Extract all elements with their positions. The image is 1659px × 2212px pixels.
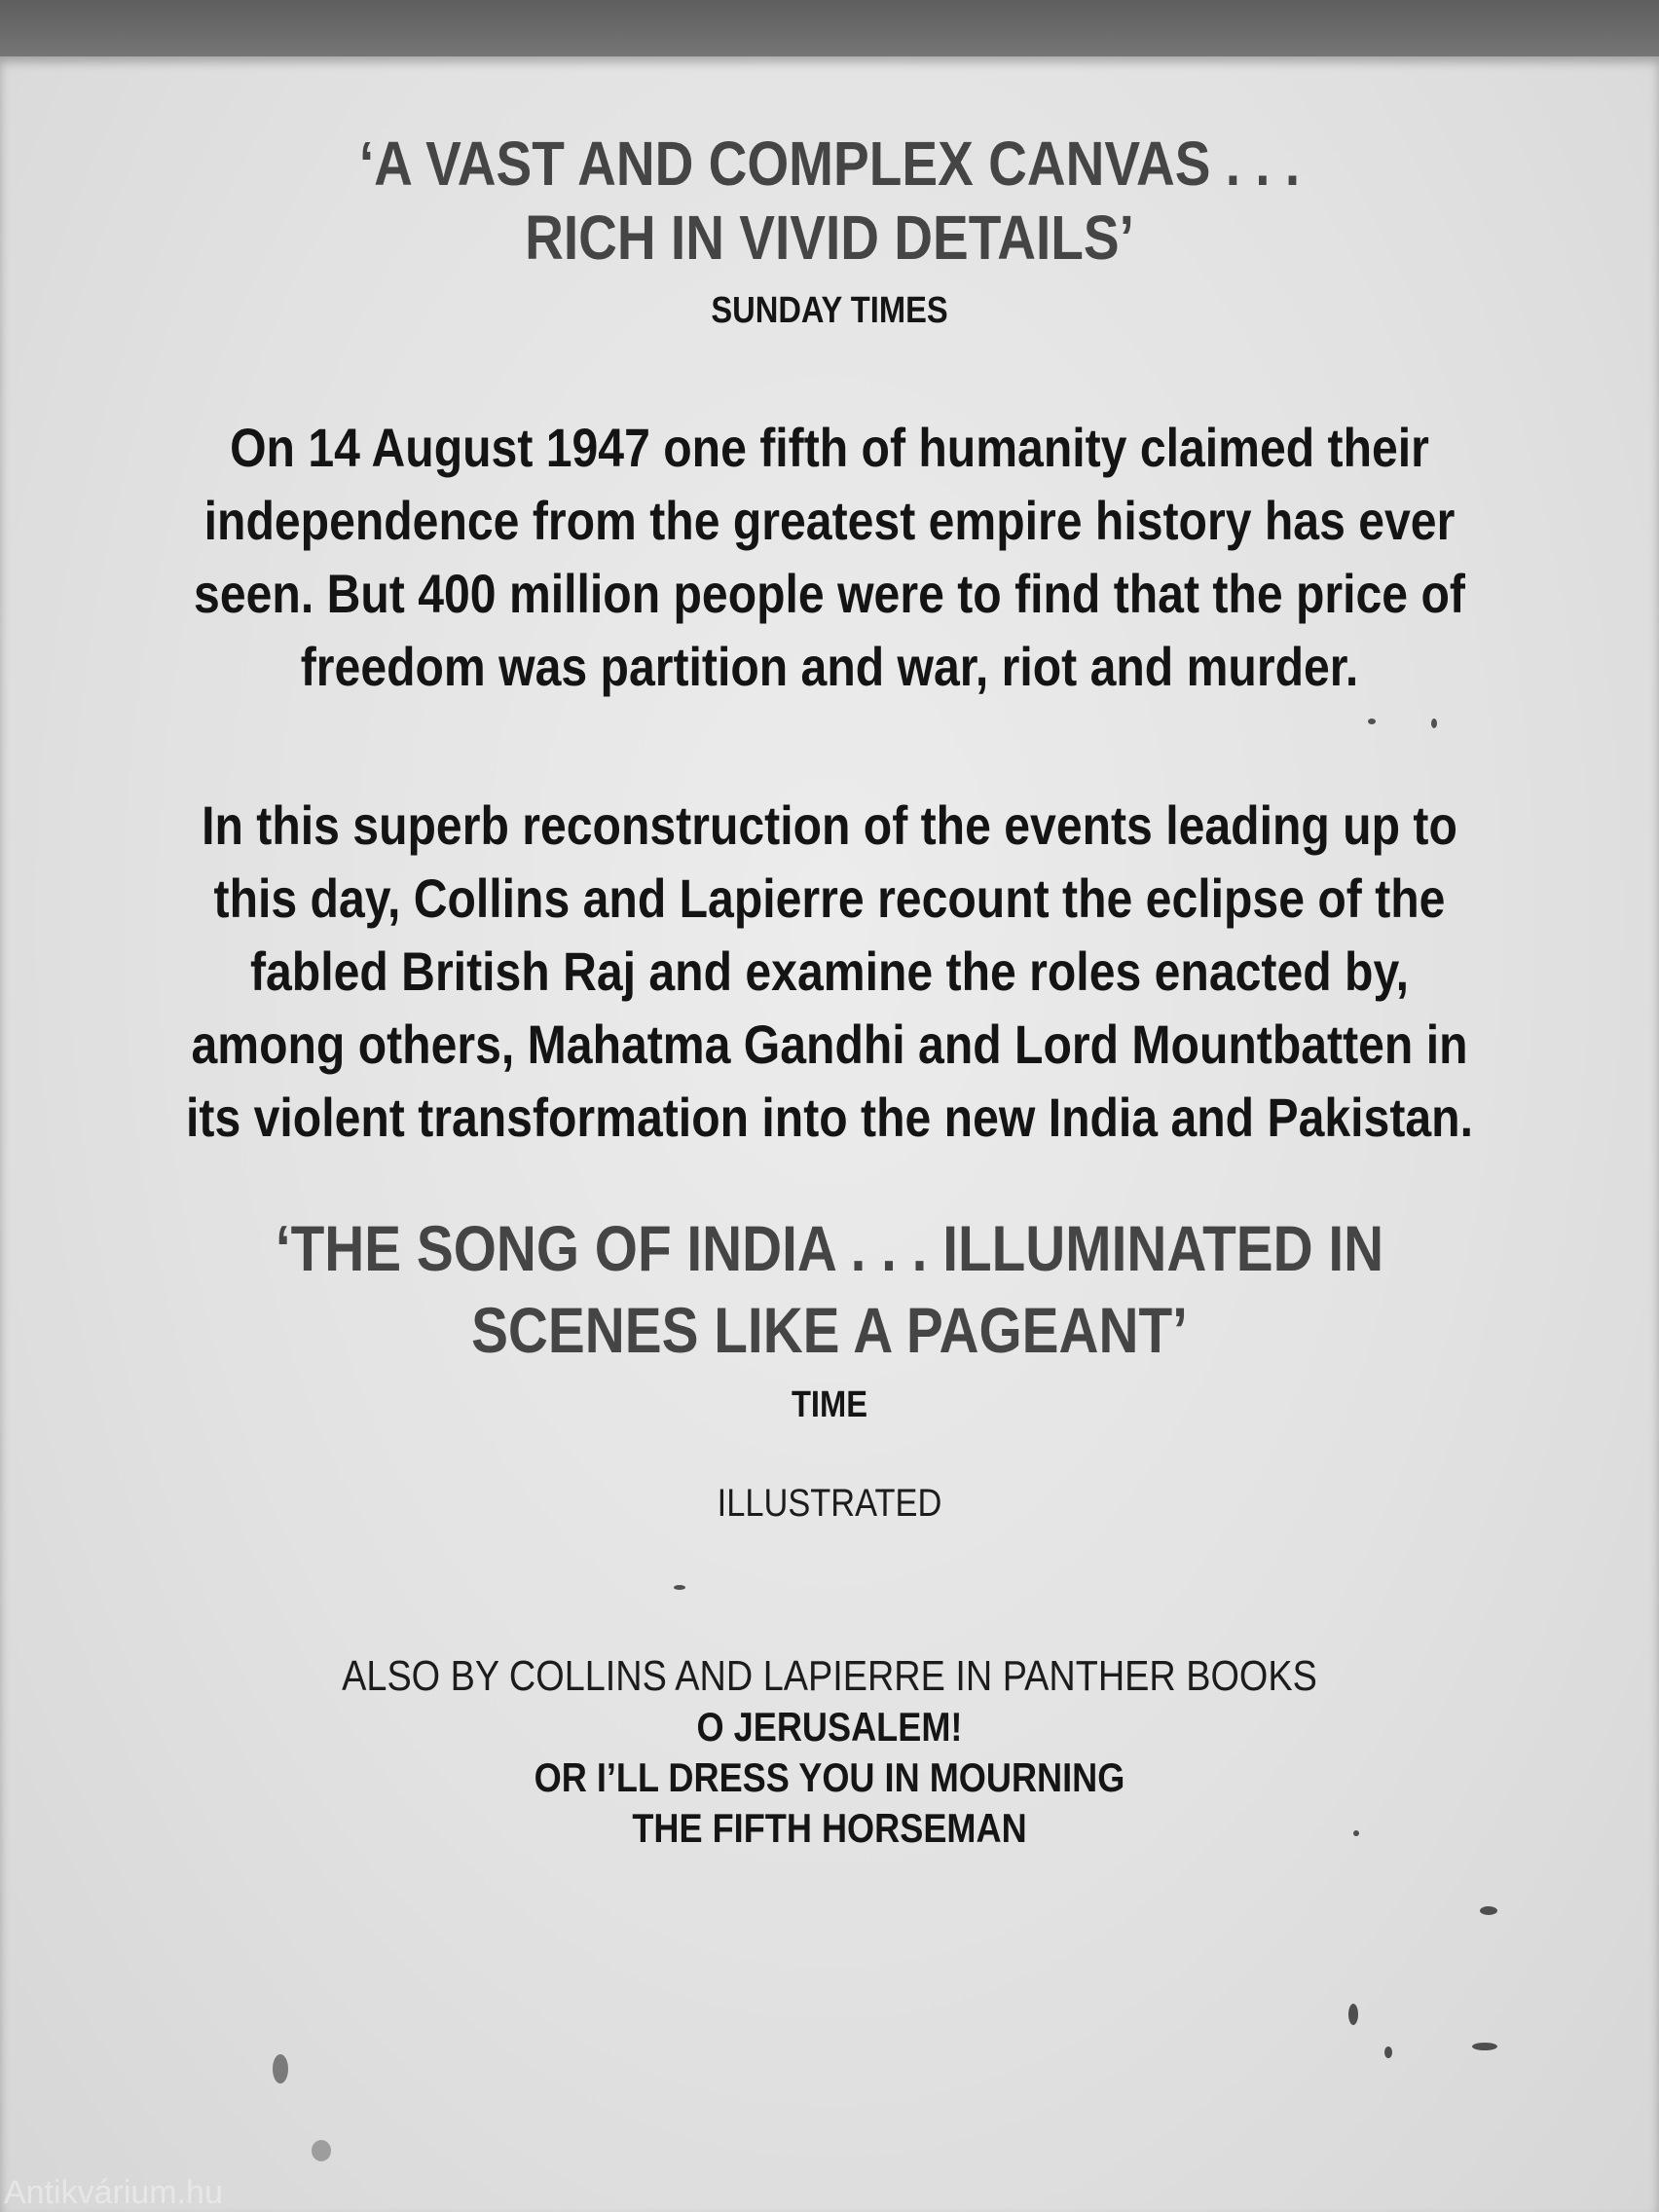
stain-spot <box>1348 2004 1358 2025</box>
review-quote-2 <box>150 1207 1510 1371</box>
blurb-paragraph-1 <box>150 411 1510 703</box>
book-title: O JERUSALEM! <box>696 1704 963 1750</box>
stain-spot <box>273 2054 288 2083</box>
quote-1-line-1: ‘A VAST AND COMPLEX CANVAS . . . <box>358 129 1301 199</box>
quote-2-source: TIME <box>791 1384 868 1425</box>
paragraph-1-line-4: freedom was partition and war, riot and murder. <box>300 636 1359 697</box>
paragraph-2-line-5: its violent transformation into the new India and Pakistan. <box>186 1087 1473 1148</box>
stain-spot <box>674 1585 685 1590</box>
also-by-heading: ALSO BY COLLINS AND LAPIERRE IN PANTHER BOOKS <box>342 1652 1317 1700</box>
stain-spot <box>1384 2046 1392 2058</box>
review-quote-1 <box>150 127 1510 275</box>
quote-2-line-2: SCENES LIKE A PAGEANT’ <box>471 1294 1188 1366</box>
stain-spot <box>1472 2043 1497 2050</box>
stain-spot <box>1480 1906 1497 1915</box>
illustrated-label: ILLUSTRATED <box>717 1482 942 1525</box>
paragraph-1-line-1: On 14 August 1947 one fifth of humanity claimed their <box>230 417 1429 478</box>
paragraph-1-line-3: seen. But 400 million people were to find that the price of <box>194 563 1465 624</box>
paragraph-2-line-3: fabled British Raj and examine the roles enacted by, <box>249 940 1410 1002</box>
paragraph-2-line-2: this day, Collins and Lapierre recount the eclipse of the <box>213 867 1446 929</box>
stain-spot <box>1431 719 1437 728</box>
watermark: Antikvárium.hu <box>4 2174 223 2211</box>
stain-spot <box>312 2140 331 2161</box>
quote-2-line-1: ‘THE SONG OF INDIA . . . ILLUMINATED IN <box>275 1212 1384 1284</box>
paragraph-2-line-4: among others, Mahatma Gandhi and Lord Mountbatten in <box>191 1014 1468 1075</box>
back-cover <box>0 56 1659 2212</box>
quote-1-source: SUNDAY TIMES <box>711 290 948 331</box>
stain-spot <box>1368 719 1376 724</box>
quote-1-line-2: RICH IN VIVID DETAILS’ <box>525 203 1134 273</box>
also-by-list <box>150 1702 1510 1854</box>
blurb-paragraph-2 <box>150 789 1510 1154</box>
book-title: THE FIFTH HORSEMAN <box>632 1805 1027 1851</box>
paragraph-2-line-1: In this superb reconstruction of the events leading up to <box>202 794 1457 856</box>
stain-spot <box>1353 1830 1359 1836</box>
book-title: OR I’LL DRESS YOU IN MOURNING <box>534 1754 1125 1800</box>
paragraph-1-line-2: independence from the greatest empire history has ever <box>203 490 1456 551</box>
